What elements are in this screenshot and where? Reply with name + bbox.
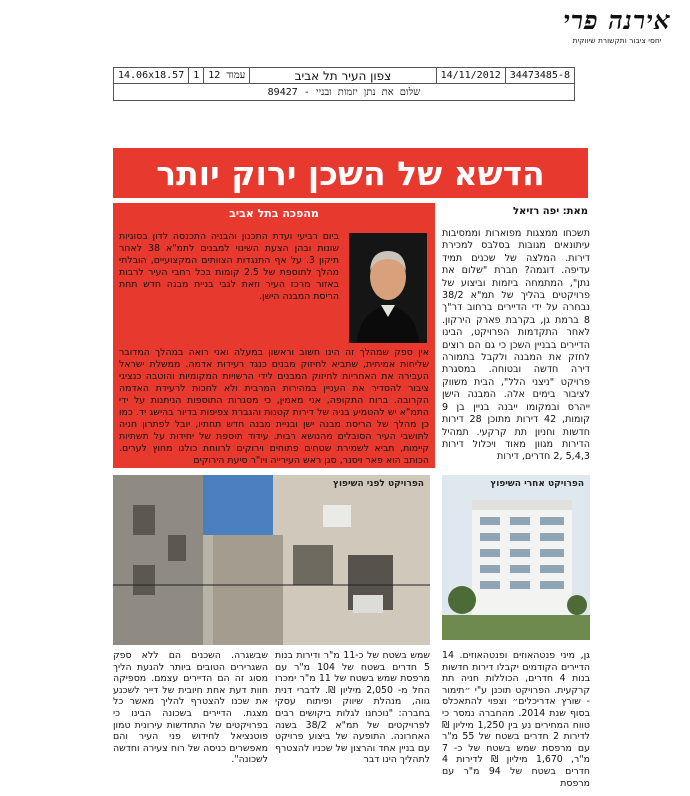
article-byline: מאת: יפה רזיאל bbox=[513, 206, 588, 217]
publisher-logo bbox=[552, 6, 682, 50]
photo-after-caption: הפרויקט אחרי השיפוץ bbox=[490, 479, 584, 489]
building-before-image bbox=[113, 475, 430, 645]
logo-tagline: יחסי ציבור ותקשורת שיווקית bbox=[572, 36, 662, 45]
clip-subject: שלום את נתן יזמות ובניי - 89427 bbox=[267, 86, 421, 98]
clipping-info-table bbox=[113, 67, 575, 101]
building-after-image bbox=[442, 475, 590, 640]
opinion-signature: הכותב הוא פאר ויסנר, סגן ראש העירייה ויו"ר סיעת הירוקים bbox=[193, 455, 429, 466]
opinion-text-top: ביום רביעי ועדת התכנון והבניה התכנסה לדון בסוגיות שונות ובהן הצעת השינוי למבנים לתמ"א 38 לאחר תיקון 3. על אף התנגדות הצוותים המקצועיים, הובלתי מהלך לתוספת של 2.5 קומות בכל רחבי העיר לרבות באזור מרכז העיר וזאת לגבי בניית מבנה חדש תחת הריסת המבנה הישן. bbox=[119, 231, 340, 302]
clip-id: 34473485-8 bbox=[505, 68, 574, 83]
photo-before-renovation bbox=[113, 475, 430, 645]
opinion-box bbox=[113, 203, 435, 468]
clip-count: 1 bbox=[188, 68, 203, 83]
opinion-title: מהפכה בתל אביב bbox=[229, 207, 319, 220]
article-column-right: תשכחו ממצגות מפוארות וממסיבות עיתונאים מגובות בסלבס למכירת דירות. המלצה של שכנים תמיד עדיפה. דוגמה? חברת "שלום את נתן", המתמחה ביזמות וביצוע של פרויקטים בהליך של תמ"א 38/2 נבחרה על ידי הדיירים ברחוב דר"ך 8 ברמת גן, בקרבת פארק הירקון. לאחר התקדמות הפרויקט, הבינו הדיירים בבניין השכן כי גם הם רוצים לחזק את המבנה ולקבל בתמורה דירה חדשה ובטוחה. במסגרת פרויקט "ניצני הלל", הבית משווק לציבור בימים אלה. המבנה הישן ייהרס ובמקומו ייבנה בניין בן 9 קומות, 42 דירות מתוכן 28 דירות חדשות וחניון תת קרקעי. תמהיל הדירות מגוון מאוד ויכלול דירות 5,4,3 ,2 חדרים, דירות bbox=[442, 228, 590, 463]
photo-before-caption: הפרויקט לפני השיפוץ bbox=[333, 479, 424, 489]
clip-size: 14.06x18.57 bbox=[118, 70, 185, 81]
page-number: עמוד 12 bbox=[203, 68, 249, 83]
logo-name: אירנה פרי bbox=[563, 6, 671, 35]
author-portrait bbox=[349, 233, 427, 343]
article-column-bottom-3: שבשגרה. השכנים הם ללא ספק השגרירים הטובים ביותר להנעת הליך מסוג זה הם הדיירים עצמם. מספיקה חוות דעת אחת חיובית של דייר לשכנע את שכנו להצטרף להליך מאשר כל מצגת. הדיירים בשכונה הבינו כי בפרויקטים של התחדשות עירונית טמון פוטנציאל לחידוש פני העיר והם מאפשרים כניסה של רוח צעירה וחדשה לשכונה". bbox=[113, 650, 268, 766]
article-column-bottom-2: שמש בשטח של כ-11 מ"ר ודירות בנות 5 חדרים בשטח של 104 מ"ר עם מרפסת שמש בשטח של 11 מ"ר ימכרו החל מ- 2,050 מיליון ₪. לדברי דנית גווה, מנהלת שיווק ופיתוח עסקי בחברה: "נוכחנו לגלות ביקושים רבים לפרויקטים של תמ"א 38/2 בשנה האחרונה. התופעה של ביצוע פרויקט עם בניין אחד והרצון של שכניו להצטרף לתהליך הינו דבר bbox=[275, 650, 430, 766]
info-row-subject bbox=[114, 84, 574, 100]
article-column-bottom-1: גן, מיני פנטהאוזים ופנטהאוזים. 14 הדיירים הקודמים יקבלו דירות חדשות בנות 4 חדרים, הכוללות חניה תת קרקעית. הפרויקט תוכנן ע"י ״תימור - שורץ אדריכלים״ וצפוי להתאכלס בסוף שנת 2014. מהחברה נמסר כי טווח המחירים נע בין 1,250 מיליון ₪ לדירות 2 חדרים בשטח של 55 מ"ר עם מרפסת שמש בשטח של כ- 7 מ"ר, 1,670 מיליון ₪ לדירות 4 חדרים בשטח של 94 מ"ר עם מרפסת bbox=[442, 650, 590, 789]
opinion-text-bottom bbox=[119, 347, 429, 467]
article-headline: הדשא של השכן ירוק יותר bbox=[113, 148, 588, 198]
photo-after-renovation bbox=[442, 475, 590, 640]
opinion-body: אין ספק שמהלך זה הינו חשוב וראשון במעלה ואני רואה במהלך המדובר שליחות אמיתית, שתביא לחיזוק מבנים כנגד רעידות אדמה. ממשלת ישראל העבירה את האחריות לחיזוק המבנים לידי הרשויות המקומיות והוטבה כנציגי ציבור להסדיר את העניין במהירות המרבית ולא לחכות לרעידת האדמה הקרובה. ברוח התקופה, אני מאמין, כי מסגרות התוספות הניתנות על ידי התמ"א יש להטמיע בניה של דירות קטנות והגברת צפיפות בדיור בהישג יד. כמו כן מהלך של הריסת מבנה ישן ובניית מבנה חדש תחתיו, יובל לפתרון חניה לתושבי העיר הסובלים מהנושא רבות. עידוד תוספת של יחידות על תשתיות קיימות, תביא לשמירת שטחים פתוחים וירוקים לרווחת כולנו מחוץ לערים. bbox=[119, 347, 429, 454]
info-row-main bbox=[114, 68, 574, 84]
clip-date: 14/11/2012 bbox=[436, 68, 505, 83]
portrait-image bbox=[349, 233, 427, 343]
publication-name: צפון העיר תל אביב bbox=[249, 68, 435, 83]
